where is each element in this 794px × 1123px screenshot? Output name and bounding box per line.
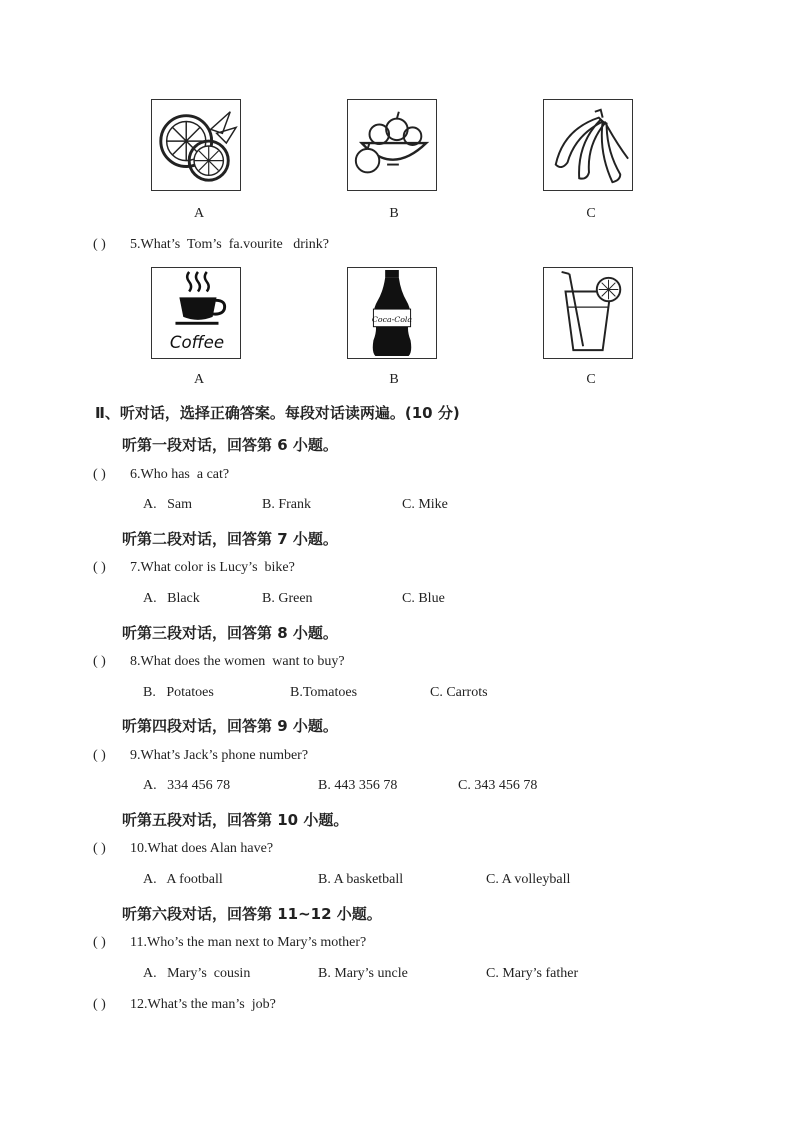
answer-blank-q6[interactable]: ( ) <box>93 467 106 482</box>
q7-option-a: A. Black <box>143 591 200 606</box>
q7-option-b: B. Green <box>262 591 313 606</box>
q9-option-c: C. 343 456 78 <box>458 778 538 793</box>
row2-caption-a: A <box>193 372 205 387</box>
fruit-bowl-image <box>347 99 437 191</box>
q7-option-c: C. Blue <box>402 591 445 606</box>
question-6: 6.Who has a cat? <box>130 467 230 482</box>
fruit-bowl-icon <box>348 100 436 190</box>
coffee-label: Coffee <box>169 333 225 353</box>
q11-option-a: A. Mary’s cousin <box>143 966 251 981</box>
answer-blank-q12[interactable]: ( ) <box>93 997 106 1012</box>
juice-glass-icon <box>544 268 632 358</box>
q6-option-a: A. Sam <box>143 497 192 512</box>
answer-blank-q5[interactable]: ( ) <box>93 237 106 252</box>
answer-blank-q11[interactable]: ( ) <box>93 935 106 950</box>
q8-option-c: C. Carrots <box>430 685 488 700</box>
q11-option-b: B. Mary’s uncle <box>318 966 408 981</box>
q11-option-c: C. Mary’s father <box>486 966 579 981</box>
coffee-cup-icon <box>152 268 240 358</box>
answer-blank-q7[interactable]: ( ) <box>93 560 106 575</box>
q9-option-b: B. 443 356 78 <box>318 778 398 793</box>
answer-blank-q10[interactable]: ( ) <box>93 841 106 856</box>
juice-image <box>543 267 633 359</box>
cola-bottle-icon <box>348 268 436 358</box>
group-5-heading: 听第五段对话，回答第 10 小题。 <box>122 811 349 829</box>
orange-slices-image <box>151 99 241 191</box>
q8-option-b: B.Tomatoes <box>290 685 358 700</box>
question-12: 12.What’s the man’s job? <box>130 997 276 1012</box>
bananas-icon <box>544 100 632 190</box>
group-1-heading: 听第一段对话，回答第 6 小题。 <box>122 436 338 454</box>
section-2-title: Ⅱ、听对话，选择正确答案。每段对话读两遍。(10 分) <box>95 404 460 422</box>
row1-caption-c: C <box>586 206 596 221</box>
group-3-heading: 听第三段对话，回答第 8 小题。 <box>122 624 338 642</box>
coffee-image <box>151 267 241 359</box>
answer-blank-q9[interactable]: ( ) <box>93 748 106 763</box>
row1-caption-b: B <box>389 206 399 221</box>
row2-caption-b: B <box>389 372 399 387</box>
q9-option-a: A. 334 456 78 <box>143 778 231 793</box>
cola-image <box>347 267 437 359</box>
question-10: 10.What does Alan have? <box>130 841 274 856</box>
row1-caption-a: A <box>193 206 205 221</box>
q10-option-b: B. A basketball <box>318 872 404 887</box>
q10-option-a: A. A football <box>143 872 223 887</box>
q6-option-b: B. Frank <box>262 497 311 512</box>
group-2-heading: 听第二段对话，回答第 7 小题。 <box>122 530 338 548</box>
question-7: 7.What color is Lucy’s bike? <box>130 560 295 575</box>
q8-option-a: B. Potatoes <box>143 685 214 700</box>
cola-label: Coca-Cola <box>371 314 413 324</box>
row2-caption-c: C <box>586 372 596 387</box>
question-11: 11.Who’s the man next to Mary’s mother? <box>130 935 367 950</box>
answer-blank-q8[interactable]: ( ) <box>93 654 106 669</box>
group-4-heading: 听第四段对话，回答第 9 小题。 <box>122 717 338 735</box>
question-5: 5.What’s Tom’s fa.vourite drink? <box>130 237 330 252</box>
q10-option-c: C. A volleyball <box>486 872 571 887</box>
question-9: 9.What’s Jack’s phone number? <box>130 748 309 763</box>
question-8: 8.What does the women want to buy? <box>130 654 345 669</box>
group-6-heading: 听第六段对话，回答第 11~12 小题。 <box>122 905 382 923</box>
bananas-image <box>543 99 633 191</box>
orange-slices-icon <box>152 100 240 190</box>
q6-option-c: C. Mike <box>402 497 448 512</box>
